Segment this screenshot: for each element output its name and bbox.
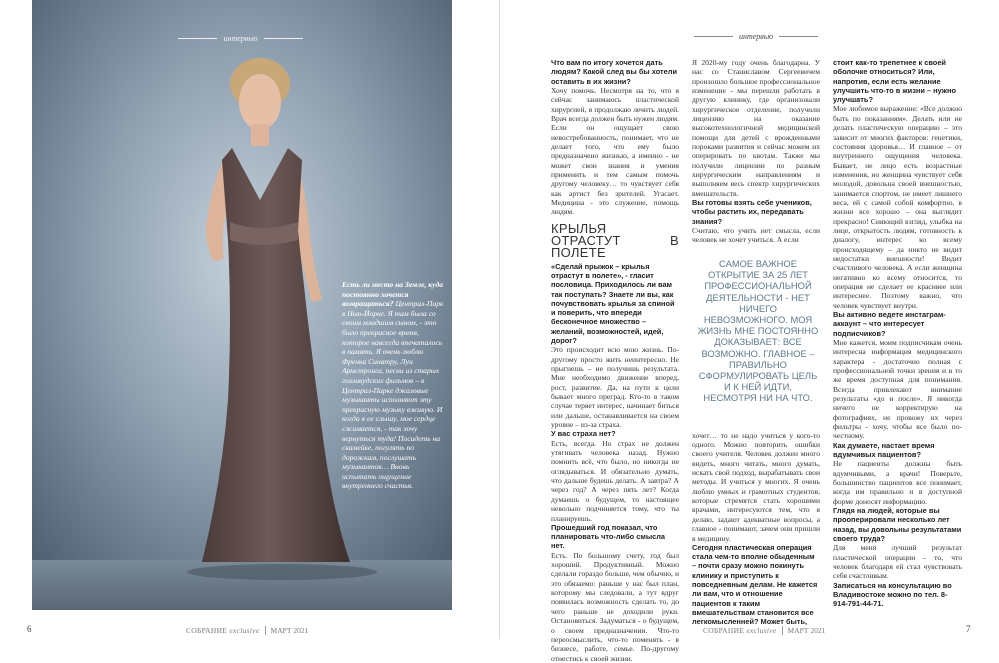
interview-answer: Для меня лучший результат пластической операции - то, что человек благодаря ей стал чувствовать себя счастливым. xyxy=(833,543,962,581)
interview-question: Прошедший год показал, что планировать что-либо смысла нет. xyxy=(551,522,666,551)
caption-question: Есть ли место на Земле, куда постоянно хочется возвращаться? xyxy=(342,280,444,309)
interview-question: Вы готовы взять себе учеников, чтобы растить их, передавать знания? xyxy=(692,198,812,226)
interview-answer: Не пациенты должны быть вдумчивыми, а врачи! Поверьте, большинство пациентов все понимает, когда им правильно и в доступной форме доносят информацию. xyxy=(833,459,962,506)
left-rubric xyxy=(178,34,303,43)
interview-answer: Это происходит всю мою жизнь. По-другому просто жить неинтересно. Не прыгнешь – не получишь результата. Мне необходимо движение вперед, рост, развитие. Да, на пути к цели бывает много преград. Кто-то в таком случае теряет интерес, начинает биться или дальше, останавливается на своем уровне – из-за страха. xyxy=(551,345,679,430)
interview-answer: хочет… то не надо учиться у кого-то одного. Можно повторить ошибки своего учителя. Человек должен много видеть, много читать, много думать, искать свой подход, вырабатывать свои методы. И учиться у многих. Я очень люблю умных и грамотных студентов, которые стремятся стать хорошими врачами, интересуются тем, что я делаю, задают адекватные вопросы, а главное - понимают, зачем они пришли в медицину. xyxy=(692,430,820,543)
caption-answer: Централ-Парк в Нью-Йорке. Я там была со своим младшим сыном, - это было прекрасное время, которое навсегда впечаталось в память. Я очень люблю Френка Синатру, Луи Армстронга, песни из старых голливудских фильмов – в Централ-Парке джазовые музыканты исполняют эту прекрасную музыку вживую. И когда я ее слышу, мое сердце сжимается, - так хочу вернуться туда! Посидеть на скамейке, погулять по дорожкам, послушать музыкантов… Вновь испытать ощущение внутреннего счастья. xyxy=(342,299,444,491)
rubric-line xyxy=(694,36,733,37)
footer-divider xyxy=(265,626,266,635)
interview-answer: Есть. По большому счету, год был хороший. Продуктивный. Можно сделали гораздо больше, чем обычно, и это обязаемо: раньше у нас был план, которому мы следовали, а тут вдруг появилась возможность сделать то, до чего раньше не доходили руки. Остановиться. Задуматься - о будущем, о своем предназначении. Что-то переосмыслить, что-то поменять - в бизнесе, работе, семье. По-другому отнестись к своей жизни. xyxy=(551,550,679,663)
rubric-line xyxy=(178,38,217,39)
article-column-3 xyxy=(833,58,962,608)
right-rubric xyxy=(694,32,818,41)
interview-answer: Есть, всегда. Но страх не должен утягивать человека назад. Нужно помнить всё, что было, но никогда не оглядываться. И обязательно думать, что дальше будешь делать. А завтра? А через год? А через пять лет? Когда думаешь о будущем, то настоящее невольно подчиняется тому, что ты планируешь. xyxy=(551,438,679,523)
interview-question: Записаться на консультацию во Владивостоке можно по тел. 8-914-791-44-71. xyxy=(833,580,952,609)
interview-question: Вы активно ведете инстаграм-аккаунт – что интересует подписчиков? xyxy=(833,310,946,338)
interview-question: стоит как-то трепетнее к своей оболочке относиться? Или, напротив, если есть желание улучшить что-то в жизни – нужно улучшать? xyxy=(833,58,956,105)
photo-caption-quote xyxy=(342,280,444,491)
interview-question: Как думаете, настает время вдумчивых пациентов? xyxy=(833,440,935,460)
footer-divider xyxy=(782,626,783,635)
rubric-label: интервью xyxy=(223,34,258,43)
left-footer xyxy=(186,626,308,635)
issue-date: МАРТ 2021 xyxy=(787,626,826,635)
page-number-right: 7 xyxy=(966,624,971,634)
rubric-line xyxy=(779,36,818,37)
interview-answer: Хочу помочь. Несмотря на то, что я сейчас занимаюсь пластической хирургией, я продолжаю лечить людей. Врач всегда должен быть нужен людям. Если он ощущает свою невостребованность, понимает, что не делает того, что ему было предназначено жизнью, а именно - не может свои знания и умения применить и тем самым помочь другому человеку… то чувствует себя как артист без зрителей. Угасает. Медицина - это служение, помощь людям. xyxy=(551,85,679,217)
interview-question: Глядя на людей, которые вы прооперировали несколько лет назад, вы довольны результатами своего труда? xyxy=(833,506,962,543)
interview-question: Что вам по итогу хочется дать людям? Какой след вы бы хотели оставить в их жизни? xyxy=(551,58,677,86)
rubric-line xyxy=(264,38,303,39)
magazine-name: СОБРАНИЕ exclusive xyxy=(703,626,777,635)
interview-question: «Сделай прыжок – крылья отрастут в полете», - гласит пословица. Приходилось ли вам так поступать? Знаете ли вы, как почувствовать крылья за спиной и поверить, что впереди бесконечное множество – желаний, возможностей, идей, дорог? xyxy=(551,261,675,346)
interview-question: Сегодня пластическая операция стала чем-то вполне обыденным – почти сразу можно покинуть клинику и приступить к повседневным делам. Не кажется ли вам, что и отношение пациентов к таким вмешательствам становится все легкомысленней? Может быть, xyxy=(692,542,818,627)
interview-question: У вас страха нет? xyxy=(551,429,616,439)
page-number-left: 6 xyxy=(27,624,32,634)
interview-answer: Мое любимое выражение: «Все должно быть по показаниям». Делать или не делать пластическую операцию – это зависит от многих факторов: генетики, состояния здоровья… И главное – от внутреннего ощущения человека. Бывает, не лицо есть возрастные изменения, но женщина чувствует себя молодой, довольна своей внешностью, занимается спортом, не имеет лишнего веса, ей с самой собой комфортно, в жизни все хорошо – она выглядит прекрасно! Сияющий взгляд, улыбка на лице, открытость людям, готовность к диалогу, интерес ко всему происходящему – да никто не видит недостатки внешности! Видит счастливого человека. А если женщина негативно ко всему относится, то операция не сделает ее красивее или интереснее. Поэтому важно, что человек чувствует внутри. xyxy=(833,104,962,310)
right-footer xyxy=(703,626,825,635)
issue-date: МАРТ 2021 xyxy=(270,626,309,635)
interview-answer: Мне кажется, моим подписчикам очень интересна информация медицинского характера - достаточно полная с профессиональной точки зрения и в то же время доступная для понимания. Всегда привлекают внимание результаты «до и после». Я никогда ничего не корректирую на фотографиях, не провожу их через фильтры - хочу, чтобы все было по-честному. xyxy=(833,337,962,441)
article-column-1 xyxy=(551,58,679,663)
magazine-name: СОБРАНИЕ exclusive xyxy=(186,626,260,635)
section-heading: КРЫЛЬЯ ОТРАСТУТ В ПОЛЕТЕ xyxy=(551,220,679,260)
interview-answer: Я 2020-му году очень благодарна. У нас со Станиславом Сергеевичем произошло большое профессиональное изменение - мы перешли работать в другую клинику, где организовали хирургическое отделение, получили лицензию на оказание высокотехнологичной медицинской помощи для детей с врожденными пороками развития и сейчас можем их оперировать по квотам. Также мы получили лицензии по разным хирургическим направлениям и выполняем весь спектр хирургических вмешательств. xyxy=(692,58,820,198)
rubric-label: интервью xyxy=(738,32,774,41)
left-page xyxy=(0,0,500,639)
interview-answer: Считаю, что учить нет смысла, если человек не хочет учиться. А если xyxy=(692,226,820,245)
pull-quote: САМОЕ ВАЖНОЕ ОТКРЫТИЕ ЗА 25 ЛЕТ ПРОФЕССИОНАЛЬНОЙ ДЕЯТЕЛЬНОСТИ - НЕТ НИЧЕГО НЕВОЗМОЖНОГО. МОЯ ЖИЗНЬ МНЕ ПОСТОЯННО ДОКАЗЫВАЕТ: ВСЕ ВОЗМОЖНО. ГЛАВНОЕ – ПРАВИЛЬНО СФОРМУЛИРОВАТЬ ЦЕЛЬ И К НЕЙ ИДТИ, НЕСМОТРЯ НИ НА ЧТО. xyxy=(697,258,819,404)
